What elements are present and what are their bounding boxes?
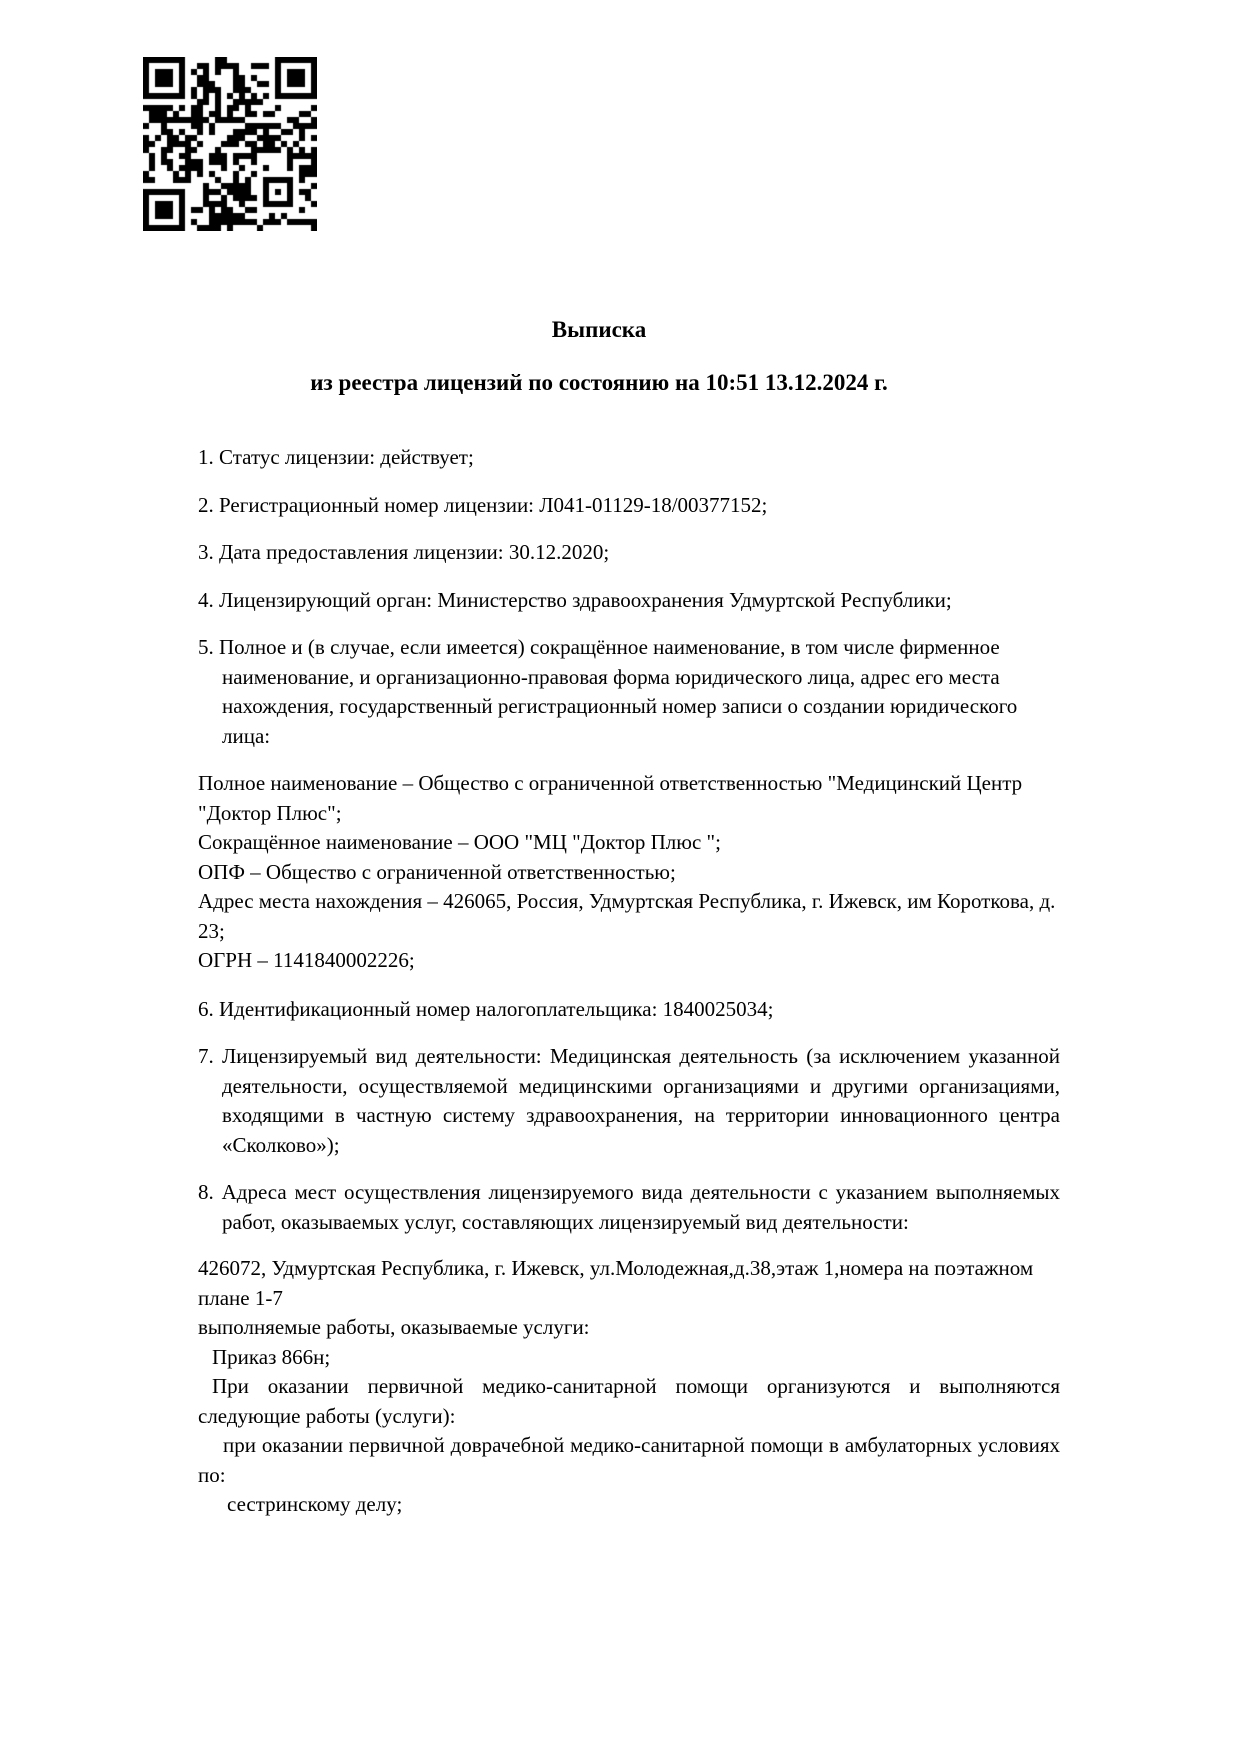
license-item-inn <box>198 995 1060 1025</box>
item-text: Лицензируемый вид деятельности: Медицинская деятельность (за исключением указанной деятельности, осуществляемой медицинскими организациями и другими организациями, входящими в частную систему здравоохранения, на территории инновационного центра «Сколково»); <box>222 1044 1061 1157</box>
item-number: 1. <box>198 445 214 469</box>
item-text: Идентификационный номер налогоплательщика: 1840025034; <box>219 996 774 1021</box>
license-item-org-name-heading <box>198 633 1060 751</box>
item-number: 8. <box>198 1180 214 1204</box>
org-full-name: Полное наименование – Общество с ограниченной ответственностью "Медицинский Центр "Доктор Плюс"; <box>198 771 1023 825</box>
item-text: Регистрационный номер лицензии: Л041-01129-18/00377152; <box>219 492 768 517</box>
activity-address-block <box>198 1254 1060 1520</box>
nursing-service: сестринскому делу; <box>227 1492 403 1516</box>
document-subtitle: из реестра лицензий по состоянию на 10:51 13.12.2024 г. <box>310 370 888 395</box>
item-number: 4. <box>198 587 214 612</box>
item-number: 7. <box>198 1044 214 1068</box>
license-item-status <box>198 443 1060 473</box>
license-item-authority <box>198 586 1060 616</box>
license-item-activity-type <box>198 1042 1060 1160</box>
item-text: Адреса мест осуществления лицензируемого вида деятельности с указанием выполняемых работ, оказываемых услуг, составляющих лицензируемый вид деятельности: <box>221 1180 1061 1234</box>
license-item-reg-number <box>198 491 1060 521</box>
organization-details <box>198 769 1060 976</box>
org-short-name: Сокращённое наименование – ООО "МЦ "Доктор Плюс "; <box>198 830 721 854</box>
org-address: Адрес места нахождения – 426065, Россия, Удмуртская Республика, г. Ижевск, им Короткова, д. 23; <box>198 889 1056 943</box>
item-number: 5. <box>198 635 214 659</box>
item-text: Статус лицензии: действует; <box>219 445 474 469</box>
item-text: Дата предоставления лицензии: 30.12.2020; <box>219 540 610 564</box>
item-text: Полное и (в случае, если имеется) сокращённое наименование, в том числе фирменное наименование, и организационно-правовая форма юридического лица, адрес его места нахождения, государственный регистрационный номер записи о создании юридического лица: <box>219 635 1018 748</box>
license-item-activity-addresses <box>198 1178 1060 1237</box>
pre-medical-care: при оказании первичной доврачебной медико-санитарной помощи в амбулаторных условиях по: <box>198 1433 1060 1487</box>
item-number: 6. <box>198 996 214 1021</box>
org-legal-form: ОПФ – Общество с ограниченной ответственностью; <box>198 859 676 884</box>
item-number: 3. <box>198 540 214 564</box>
document-body <box>198 315 1060 1520</box>
document-title: Выписка <box>551 317 647 342</box>
works-services-header: выполняемые работы, оказываемые услуги: <box>198 1315 590 1339</box>
item-text: Лицензирующий орган: Министерство здравоохранения Удмуртской Республики; <box>219 587 952 612</box>
activity-address: 426072, Удмуртская Республика, г. Ижевск, ул.Молодежная,д.38,этаж 1,номера на поэтажном плане 1-7 <box>198 1256 1034 1310</box>
license-item-grant-date <box>198 538 1060 568</box>
item-number: 2. <box>198 492 214 517</box>
primary-care-services: При оказании первичной медико-санитарной помощи организуются и выполняются следующие работы (услуги): <box>198 1374 1060 1428</box>
org-ogrn: ОГРН – 1141840002226; <box>198 948 415 972</box>
order-866n: Приказ 866н; <box>212 1344 331 1369</box>
qr-code-icon <box>143 57 317 231</box>
